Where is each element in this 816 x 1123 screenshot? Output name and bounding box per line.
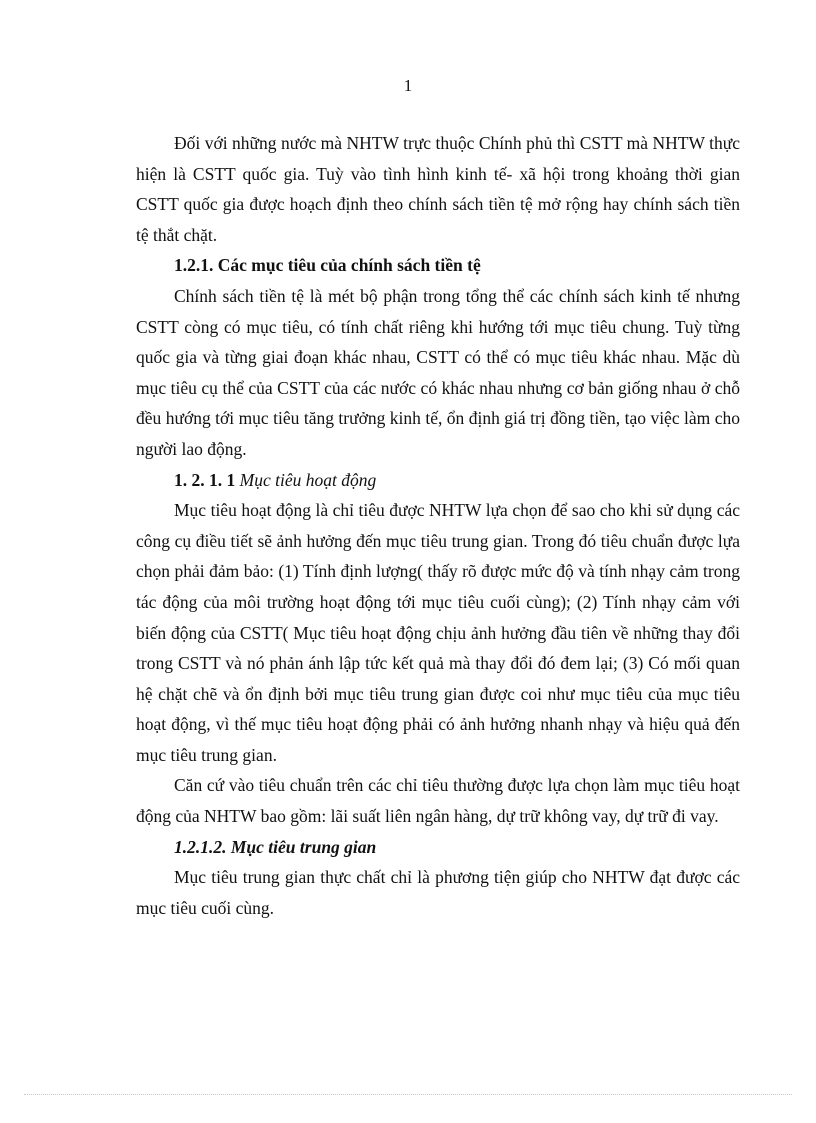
- subsection-number: 1. 2. 1. 1: [174, 469, 236, 490]
- subsection-title: Mục tiêu hoạt động: [239, 469, 377, 490]
- paragraph-monetary-policy-goals: Chính sách tiền tệ là mét bộ phận trong tổng thể các chính sách kinh tế nhưng CSTT còng có mục tiêu, có tính chất riêng khi hướng tới mục tiêu chung. Tuỳ từng quốc gia và từng giai đoạn khác nhau, CSTT có thể có mục tiêu khác nhau. Mặc dù mục tiêu cụ thể của CSTT của các nước có khác nhau nhưng cơ bản giống nhau ở chỗ đều hướng tới mục tiêu tăng trưởng kinh tế, ổn định giá trị đồng tiền, tạo việc làm cho người lao động.: [136, 285, 740, 459]
- section-heading-1-2-1: 1.2.1. Các mục tiêu của chính sách tiền tệ: [174, 255, 481, 276]
- paragraph-operating-indicators: Căn cứ vào tiêu chuẩn trên các chỉ tiêu thường được lựa chọn làm mục tiêu hoạt động của NHTW bao gồm: lãi suất liên ngân hàng, dự trữ không vay, dự trữ đi vay.: [136, 775, 740, 827]
- subsection-heading-1-2-1-1: [136, 465, 740, 496]
- page-bottom-rule: [24, 1094, 792, 1095]
- paragraph-operating-targets: Mục tiêu hoạt động là chỉ tiêu được NHTW lựa chọn để sao cho khi sử dụng các công cụ điều tiết sẽ ảnh hưởng đến mục tiêu trung gian. Trong đó tiêu chuẩn được lựa chọn phải đảm bảo: (1) Tính định lượng( thấy rõ được mức độ và tính nhạy cảm trong tác động của môi trường hoạt động tới mục tiêu cuối cùng); (2) Tính nhạy cảm với biến động của CSTT( Mục tiêu hoạt động chịu ảnh hưởng đầu tiên về những thay đổi trong CSTT và nó phản ánh lập tức kết quả mà thay đổi đó đem lại; (3) Có mối quan hệ chặt chẽ và ổn định bởi mục tiêu trung gian được coi như mục tiêu của mục tiêu hoạt động, vì thế mục tiêu hoạt động phải có ảnh hưởng nhanh nhạy và hiệu quả đến mục tiêu trung gian.: [136, 500, 740, 765]
- document-body: [136, 128, 740, 923]
- page-number: 1: [403, 76, 413, 95]
- subsection-heading-1-2-1-2: 1.2.1.2. Mục tiêu trung gian: [174, 836, 377, 857]
- paragraph-intro: Đối với những nước mà NHTW trực thuộc Chính phủ thì CSTT mà NHTW thực hiện là CSTT quốc gia. Tuỳ vào tình hình kinh tế- xã hội trong khoảng thời gian CSTT quốc gia được hoạch định theo chính sách tiền tệ mở rộng hay chính sách tiền tệ thắt chặt.: [136, 133, 740, 245]
- paragraph-intermediate-targets: Mục tiêu trung gian thực chất chỉ là phương tiện giúp cho NHTW đạt được các mục tiêu cuối cùng.: [136, 867, 740, 918]
